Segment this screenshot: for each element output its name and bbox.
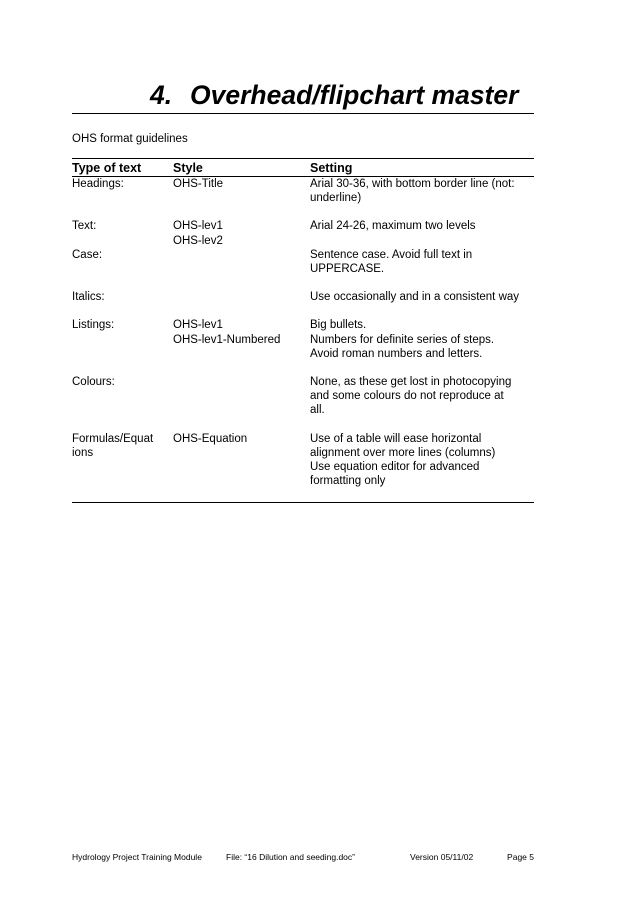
cell-line: Numbers for definite series of steps.: [310, 333, 495, 346]
cell-setting: [310, 219, 534, 247]
cell-line: Colours:: [72, 376, 115, 389]
cell-line: and some colours do not reproduce at: [310, 390, 504, 403]
table-row: [72, 290, 534, 304]
cell-line: Use of a table will ease horizontal: [310, 432, 482, 445]
cell-setting: [310, 375, 534, 418]
table-row: [72, 177, 534, 205]
cell-type: [72, 375, 173, 418]
title-number: 4.: [150, 80, 173, 110]
cell-line: OHS-lev1: [173, 319, 223, 332]
cell-line: OHS-lev1: [173, 220, 223, 233]
cell-line: Big bullets.: [310, 319, 367, 332]
cell-line: OHS-Equation: [173, 432, 248, 445]
cell-line: Use equation editor for advanced: [310, 461, 480, 474]
cell-line: formatting only: [310, 475, 386, 488]
cell-line: Avoid roman numbers and letters.: [310, 347, 483, 360]
cell-style: [173, 318, 310, 361]
table-bottom-rule: [72, 502, 534, 503]
cell-type: [72, 248, 173, 276]
cell-line: UPPERCASE.: [310, 263, 385, 276]
footer-version: Version 05/11/02: [410, 852, 474, 862]
cell-style: [173, 177, 310, 205]
table-row: [72, 219, 534, 247]
cell-line: OHS-Title: [173, 178, 224, 190]
cell-line: Headings:: [72, 178, 124, 190]
cell-setting: [310, 290, 534, 304]
table-header: [72, 158, 534, 177]
cell-style: [173, 432, 310, 489]
cell-type: [72, 219, 173, 247]
cell-setting: [310, 432, 534, 489]
cell-line: Text:: [72, 220, 97, 233]
footer-project: Hydrology Project Training Module: [72, 852, 202, 862]
subtitle: OHS format guidelines: [72, 133, 188, 145]
cell-type: [72, 432, 173, 489]
title-text: Overhead/flipchart master: [190, 80, 519, 110]
cell-style: [173, 290, 310, 304]
cell-line: Arial 24-26, maximum two levels: [310, 220, 476, 233]
cell-style: [173, 248, 310, 276]
cell-line: Formulas/Equat: [72, 432, 154, 445]
cell-line: Case:: [72, 248, 103, 261]
cell-setting: [310, 248, 534, 276]
cell-line: Sentence case. Avoid full text in: [310, 248, 473, 261]
header-type: Type of text: [72, 161, 142, 175]
cell-line: OHS-lev1-Numbered: [173, 333, 281, 346]
cell-type: [72, 177, 173, 205]
cell-line: all.: [310, 404, 325, 417]
cell-line: Arial 30-36, with bottom border line (not:: [310, 178, 515, 190]
cell-line: Listings:: [72, 319, 115, 332]
cell-setting: [310, 177, 534, 205]
cell-line: ions: [72, 446, 94, 459]
cell-line: OHS-lev2: [173, 234, 223, 247]
cell-type: [72, 318, 173, 361]
cell-line: alignment over more lines (columns): [310, 446, 496, 459]
footer-page: Page 5: [507, 852, 534, 862]
header-style: Style: [173, 161, 203, 175]
cell-setting: [310, 318, 534, 361]
cell-line: Use occasionally and in a consistent way: [310, 291, 520, 304]
page-title: [72, 78, 534, 114]
table-body: [72, 177, 534, 488]
cell-line: None, as these get lost in photocopying: [310, 376, 512, 389]
footer-file: File: “16 Dilution and seeding.doc”: [226, 852, 355, 862]
cell-line: underline): [310, 192, 362, 205]
table-row: [72, 248, 534, 276]
header-setting: Setting: [310, 161, 353, 175]
cell-type: [72, 290, 173, 304]
table-row: [72, 432, 534, 489]
cell-line: Italics:: [72, 291, 105, 304]
table-row: [72, 318, 534, 361]
cell-style: [173, 375, 310, 418]
guidelines-table: [72, 158, 534, 503]
table-row: [72, 375, 534, 418]
cell-style: [173, 219, 310, 247]
